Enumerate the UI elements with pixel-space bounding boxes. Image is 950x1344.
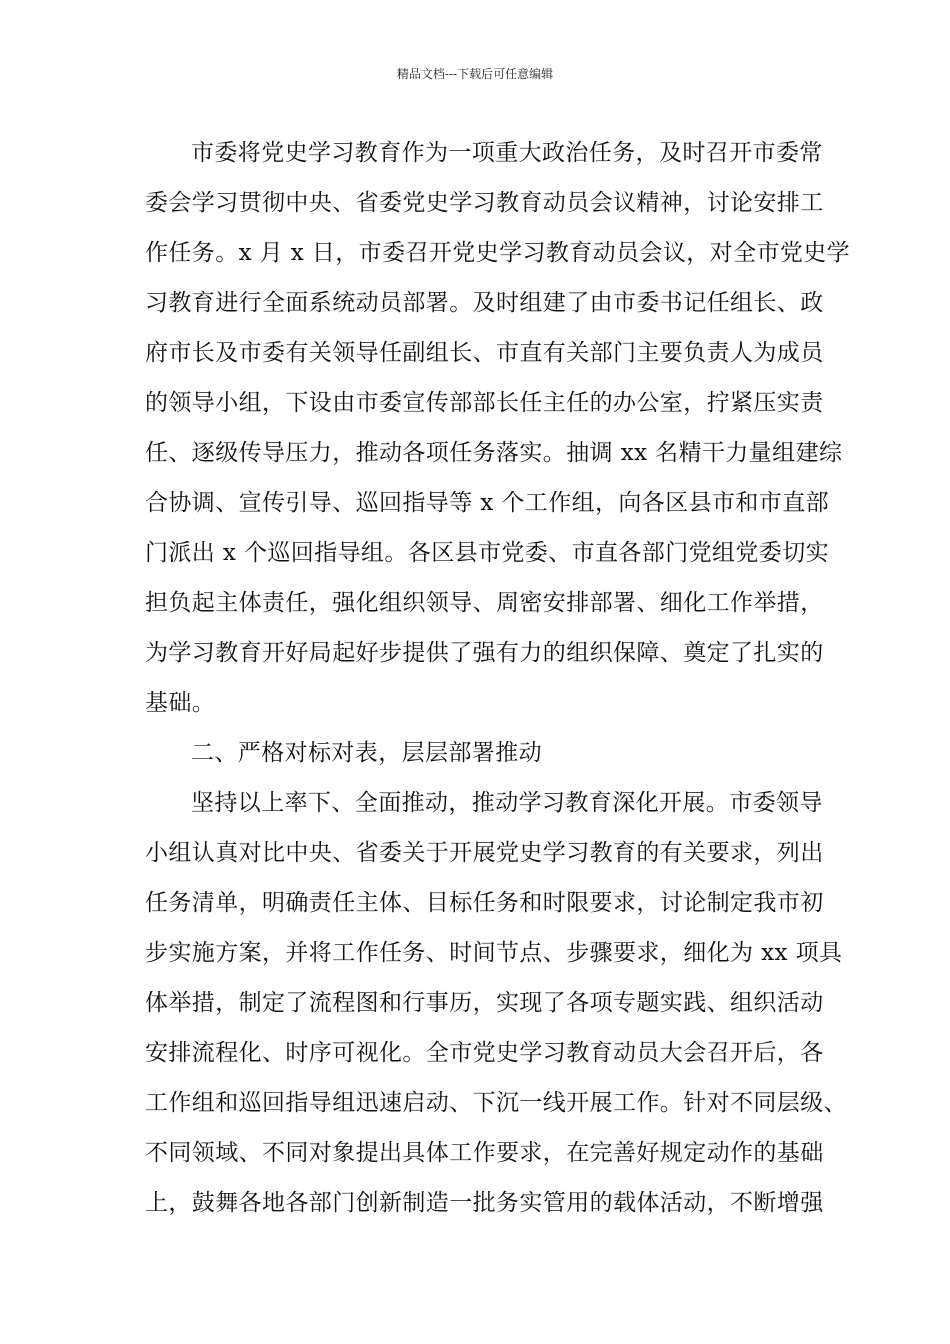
- paragraph-1-line-4: 习教育进行全面系统动员部署。及时组建了由市委书记任组长、政: [145, 290, 824, 316]
- paragraph-1-line-2: 委会学习贯彻中央、省委党史学习教育动员会议精神，讨论安排工: [145, 190, 824, 216]
- section-heading: 二、严格对标对表，层层部署推动: [191, 740, 542, 766]
- paragraph-1-line-3: 作任务。x 月 x 日，市委召开党史学习教育动员会议，对全市党史学: [145, 240, 851, 266]
- paragraph-2-line-7: 工作组和巡回指导组迅速启动、下沉一线开展工作。针对不同层级、: [145, 1090, 847, 1116]
- page-header: 精品文档---下载后可任意编辑: [396, 67, 554, 81]
- paragraph-1-line-8: 合协调、宣传引导、巡回指导等 x 个工作组，向各区县市和市直部: [145, 490, 829, 516]
- paragraph-1-line-10: 担负起主体责任，强化组织领导、周密安排部署、细化工作举措，: [145, 590, 824, 616]
- paragraph-2-line-6: 安排流程化、时序可视化。全市党史学习教育动员大会召开后，各: [145, 1040, 824, 1066]
- paragraph-1-line-11: 为学习教育开好局起好步提供了强有力的组织保障、奠定了扎实的: [145, 640, 824, 666]
- paragraph-2-line-1: 坚持以上率下、全面推动，推动学习教育深化开展。市委领导: [191, 790, 823, 816]
- document-body: [145, 128, 851, 1228]
- paragraph-2-line-9: 上，鼓舞各地各部门创新制造一批务实管用的载体活动，不断增强: [145, 1190, 824, 1216]
- paragraph-1-line-6: 的领导小组，下设由市委宣传部部长任主任的办公室，拧紧压实责: [145, 390, 824, 416]
- paragraph-1-line-12: 基础。: [145, 690, 216, 716]
- paragraph-2-line-4: 步实施方案，并将工作任务、时间节点、步骤要求，细化为 xx 项具: [145, 940, 843, 966]
- paragraph-2-line-2: 小组认真对比中央、省委关于开展党史学习教育的有关要求，列出: [145, 840, 824, 866]
- paragraph-2-line-8: 不同领域、不同对象提出具体工作要求，在完善好规定动作的基础: [145, 1140, 824, 1166]
- paragraph-2-line-5: 体举措，制定了流程图和行事历，实现了各项专题实践、组织活动: [145, 990, 824, 1016]
- paragraph-1-line-7: 任、逐级传导压力，推动各项任务落实。抽调 xx 名精干力量组建综: [145, 440, 843, 466]
- paragraph-1-line-5: 府市长及市委有关领导任副组长、市直有关部门主要负责人为成员: [145, 340, 824, 366]
- paragraph-1-line-1: 市委将党史学习教育作为一项重大政治任务，及时召开市委常: [191, 140, 823, 166]
- paragraph-1-line-9: 门派出 x 个巡回指导组。各区县市党委、市直各部门党组党委切实: [145, 540, 829, 566]
- paragraph-2-line-3: 任务清单，明确责任主体、目标任务和时限要求，讨论制定我市初: [145, 890, 824, 916]
